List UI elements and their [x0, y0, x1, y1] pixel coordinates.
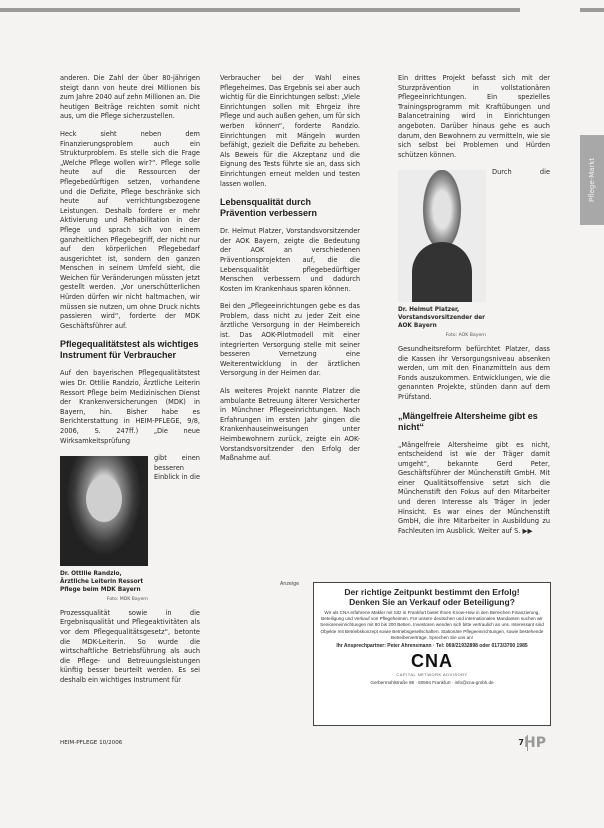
paragraph: Heck sieht neben dem Finanzierungsproblem auch ein Strukturproblem. Es stelle sich die Frage „Welche Pflege wollen wir?“. Pflege solle heute auf die Ressourcen der Pflegebedürftigen setzen, vorhandene und die Defizite, Pflege beschränke sich heute auf verrichtungsbezogene Leistungen. Deshalb fordere er mehr Aktivierung und Rehabilitation in der Pflege und sprach sich von einem ganzheitlichen Pflegebegriff, der nicht nur auf den körperlichen Pflegebedarf ausgerichtet ist, sondern den ganzen Menschen in seinem Umfeld sieht, die Weichen für Veränderungen müssten jetzt gestellt werden. „Vor unerschütterlichen Hürden dürfen wir nicht haltmachen, wir müssen sie nutzen, um ohne Druck nichts passieren wird“, forderte der MDK Geschäftsführer auf. [60, 129, 200, 330]
paragraph: Ein drittes Projekt befasst sich mit der Sturzprävention in vollstationären Pflegeeinrichtungen. Ein spezielles Trainingsprogramm mit Kraftübungen und Balancetraining wird in Einrichtungen angeboten. Darüber hinaus gehe es auch darum, den Bewohnern zu vermitteln, wie sie sich selbst bei Problemen und Hürden schützen können. [398, 74, 550, 159]
column-3 [398, 74, 550, 544]
publication-issue: HEIM-PFLEGE 10/2006 [60, 740, 123, 746]
column-1 [60, 74, 200, 694]
paragraph: Auf den bayerischen Pflegequalitätstest wies Dr. Ottilie Randzio, Ärztliche Leiterin Ressort Pflege beim Medizinischen Dienst der Krankenversicherungen (MDK) in Bayern, hin. Bisher habe es Berichterstattung in HEIM-PFLEGE, 9/8, 2006, S. 247ff.) „Die neue Wirksamkeitsprüfung [60, 369, 200, 445]
portrait-photo [398, 170, 486, 302]
subheading: „Mängelfreie Altersheime gibt es nicht“ [398, 410, 538, 432]
column-2 [220, 74, 360, 472]
top-rule-gap [520, 6, 580, 14]
cna-logo: CNA [411, 651, 453, 672]
paragraph: Dr. Helmut Platzer, Vorstandsvorsitzender der AOK Bayern, zeigte die Bedeutung der AOK an verschiedenen Präventionsprojekten auf, die die Lebensqualität pflegebedürftiger Menschen verbessern und dadurch Kosten im Krankenhaus sparen können. [220, 227, 360, 293]
ad-headline: Der richtige Zeitpunkt bestimmt den Erfolg! [344, 587, 520, 597]
paragraph: Als weiteres Projekt nannte Platzer die ambulante Betreuung älterer Versicherter in Münchner Pflegeeinrichtungen. Nach Erfahrungen im ersten Jahr gingen die Krankenhauseinweisungen unter Heimbewohnern zurück, zeigte ein AOK-Vorstandsvorsitzender den Erfolg der Maßnahme auf. [220, 387, 360, 463]
photo-credit: Foto: MDK Bayern [106, 597, 148, 603]
ad-label: Anzeige [280, 582, 300, 587]
subheading: Pflegequalitätstest als wichtiges Instrument für Verbraucher [60, 339, 199, 361]
ad-contact: Ihr Ansprechpartner: Peter Ahrensmann · Tel: 069/21932898 oder 0173/3700 1985 [336, 643, 528, 650]
ad-subheadline: Denken Sie an Verkauf oder Beteiligung? [349, 597, 515, 607]
paragraph: anderen. Die Zahl der über 80-jährigen steigt dann von heute drei Millionen bis zum Jahre 2040 auf zehn Millionen an. Die heutigen Beiträge reichten somit nicht aus, um die Pflege sicherzustellen. [60, 74, 200, 121]
advertisement-box [313, 582, 551, 726]
paragraph: „Mängelfreie Altersheime gibt es nicht, entscheidend ist wie der Träger damit umgeht“, bekannte Gerd Peter, Geschäftsführer der Münchenstift GmbH. Mit einer Qualitätsoffensive setzt sich die Münchenstift den Fokus auf den Mitarbeiter und deren Interesse als Träger in jeder Hinsicht. Es war eines der Münchenstift GmbH, die ihre Mitarbeiter in Ausbildung zu Fachleuten im Ausblick. Weiter auf S. ▶▶ [398, 440, 550, 535]
paragraph: Bei den „Pflegeeinrichtungen gebe es das Problem, dass nicht zu jeder Zeit eine ärztliche Versorgung in der Heimbereich ist. Das AOK-Pilotmodell mit einer integrierten Versorgung stelle mit seiner besseren Vernetzung eine Weiterentwicklung in der ärztlichen Versorgung in der Heimen dar. [220, 302, 360, 378]
hp-logo: HP [524, 735, 546, 751]
ad-address: Gerbermühlstraße 98 · 60594 Frankfurt · info@cna-gmbh.de [370, 680, 494, 686]
subheading: Lebensqualität durch Prävention verbessern [220, 197, 318, 219]
page-footer [60, 737, 564, 751]
cna-logo-subtitle: CAPITAL NETWORK ADVISORY [396, 672, 468, 678]
photo-caption: Dr. Helmut Platzer, Vorstandsvorsitzender der AOK Bayern [398, 307, 486, 330]
photo-block-randzio [60, 456, 148, 605]
top-rule [0, 8, 604, 12]
paragraph: gibt einen besseren Einblick in die Prozessqualität sowie in die Ergebnisqualität und Pflegeaktivitäten als vor dem Pflegequalitätsgesetz“, betonte die MDK-Leiterin. So wurde die wirtschaftliche Betriebsführung als auch die Pflege- und Betreuungsleistungen künftig besser beurteilt werden. Es sei deshalb ein wichtiges Instrument für [60, 454, 200, 684]
photo-credit: Foto: AOK Bayern [445, 333, 486, 339]
ad-body: Wir als CNA erfahrene Makler mit Sitz in Frankfurt bietet Ihnen Know-How in den Bereichen Finanzierung, Beteiligung und Verkauf von Pflegeheimen. Für unsere deutschen und internationalen Mandanten suchen wir Senioreneinrichtungen mit 80 bis 200 Betten. Investoren wenden sich bitte vertraulich an uns. Interessant sind Objekte mit Betriebskonzept sowie Betriebsgesellschaften. Stationäre Pflegeeinrichtungen, sowie bestehende Betreiberverträge. Sprechen Sie uns an! [320, 610, 544, 640]
paragraph: Verbraucher bei der Wahl eines Pflegeheimes. Das Ergebnis sei aber auch wichtig für die Einrichtungen selbst: „Viele Einrichtungen sollen mit Ehrgeiz ihre Pflege und auch außen gehen, um für sich werben können“, forderte Randzio. Einrichtungen mit Mängeln wurden befähigt, gezielt die Defizite zu beheben. Als Beweis für die Akzeptanz und die Eignung des Tests führte sie an, dass sich Einrichtungen erneut melden und testen lassen wollen. [220, 74, 360, 188]
photo-caption: Dr. Ottilie Randzio, Ärztliche Leiterin Ressort Pflege beim MDK Bayern [60, 571, 144, 594]
page-number: 7 [518, 738, 524, 747]
paragraph: Durch die Gesundheitsreform befürchtet Platzer, dass die Kassen ihr Versorgungsniveau absenken werden, um mit den Finanzmitteln aus dem Fonds auszukommen. Entwicklungen, wie die genannten Projekte, stünden dann auf dem Prüfstand. [398, 168, 550, 401]
portrait-photo [60, 456, 148, 566]
section-tab: Pflege-Markt [580, 135, 604, 225]
photo-block-platzer [398, 170, 486, 341]
